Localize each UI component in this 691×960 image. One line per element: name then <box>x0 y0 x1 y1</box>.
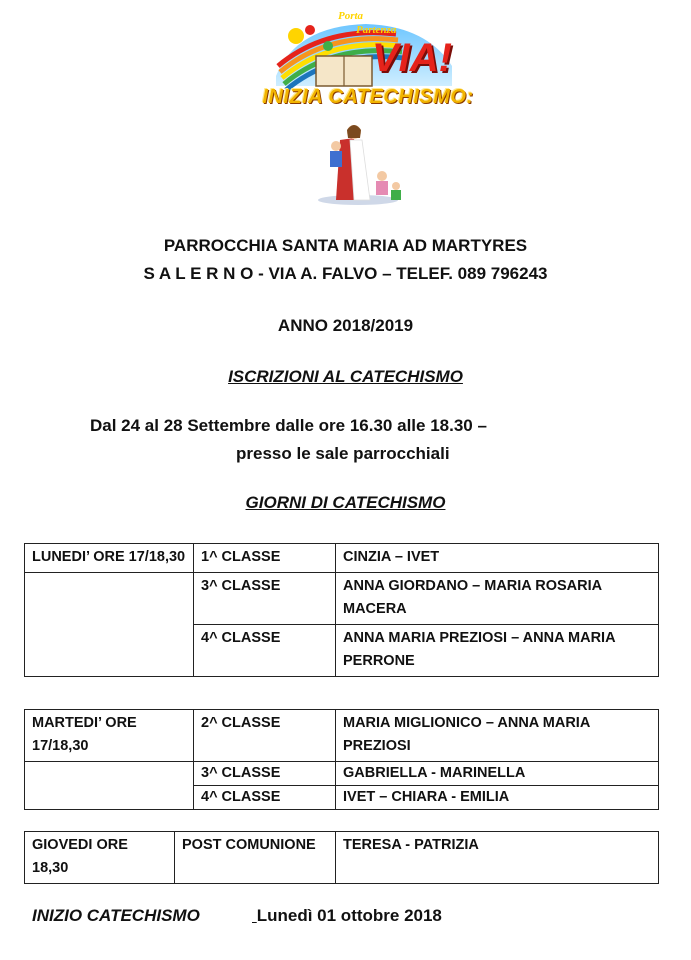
class-cell: POST COMUNIONE <box>175 832 336 884</box>
table-row <box>25 710 659 762</box>
class-cell: 3^ CLASSE <box>194 573 336 625</box>
class-cell: 4^ CLASSE <box>194 786 336 810</box>
catechists-cell: GABRIELLA - MARINELLA <box>336 762 659 786</box>
table-row <box>25 573 659 625</box>
empty-day-cell <box>25 573 194 677</box>
catechists-cell: TERESA - PATRIZIA <box>336 832 659 884</box>
start-label: INIZIO CATECHISMO <box>32 906 200 925</box>
class-cell: 3^ CLASSE <box>194 762 336 786</box>
enrollment-location: presso le sale parrocchiali <box>236 444 450 463</box>
days-title: GIORNI DI CATECHISMO <box>245 493 446 512</box>
table-row <box>25 762 659 786</box>
start-date <box>252 906 442 926</box>
parish-name: PARROCCHIA SANTA MARIA AD MARTYRES <box>163 236 528 255</box>
table-row <box>25 544 659 573</box>
start-date-text: Lunedì 01 ottobre 2018 <box>256 906 442 925</box>
empty-day-cell <box>25 762 194 810</box>
catechists-cell: IVET – CHIARA - EMILIA <box>336 786 659 810</box>
logo-subtitle: INIZIA CATECHISMO: <box>262 86 474 108</box>
table-row <box>25 832 659 884</box>
enrollment-dates: Dal 24 al 28 Settembre dalle ore 16.30 alle 18.30 – <box>90 416 487 435</box>
thursday-schedule-table <box>24 831 659 884</box>
day-cell: LUNEDI’ ORE 17/18,30 <box>25 544 194 573</box>
class-cell: 1^ CLASSE <box>194 544 336 573</box>
tuesday-schedule-table <box>24 709 659 810</box>
jesus-children-illustration <box>310 116 406 206</box>
catechists-cell: ANNA GIORDANO – MARIA ROSARIA MACERA <box>336 573 659 625</box>
parish-address: S A L E R N O - VIA A. FALVO – TELEF. 089 796243 <box>143 264 548 283</box>
catechists-cell: CINZIA – IVET <box>336 544 659 573</box>
logo-text-porta: Porta <box>338 10 364 22</box>
monday-schedule-table <box>24 543 659 677</box>
logo-via: VIA! <box>372 36 452 80</box>
day-cell: GIOVEDI ORE 18,30 <box>25 832 175 884</box>
day-cell: MARTEDI’ ORE 17/18,30 <box>25 710 194 762</box>
enrollment-title: ISCRIZIONI AL CATECHISMO <box>228 367 463 386</box>
school-year: ANNO 2018/2019 <box>277 316 414 335</box>
class-cell: 4^ CLASSE <box>194 625 336 677</box>
class-cell: 2^ CLASSE <box>194 710 336 762</box>
logo-text-partenza: Partenza <box>356 24 397 36</box>
catechists-cell: MARIA MIGLIONICO – ANNA MARIA PREZIOSI <box>336 710 659 762</box>
catechists-cell: ANNA MARIA PREZIOSI – ANNA MARIA PERRONE <box>336 625 659 677</box>
